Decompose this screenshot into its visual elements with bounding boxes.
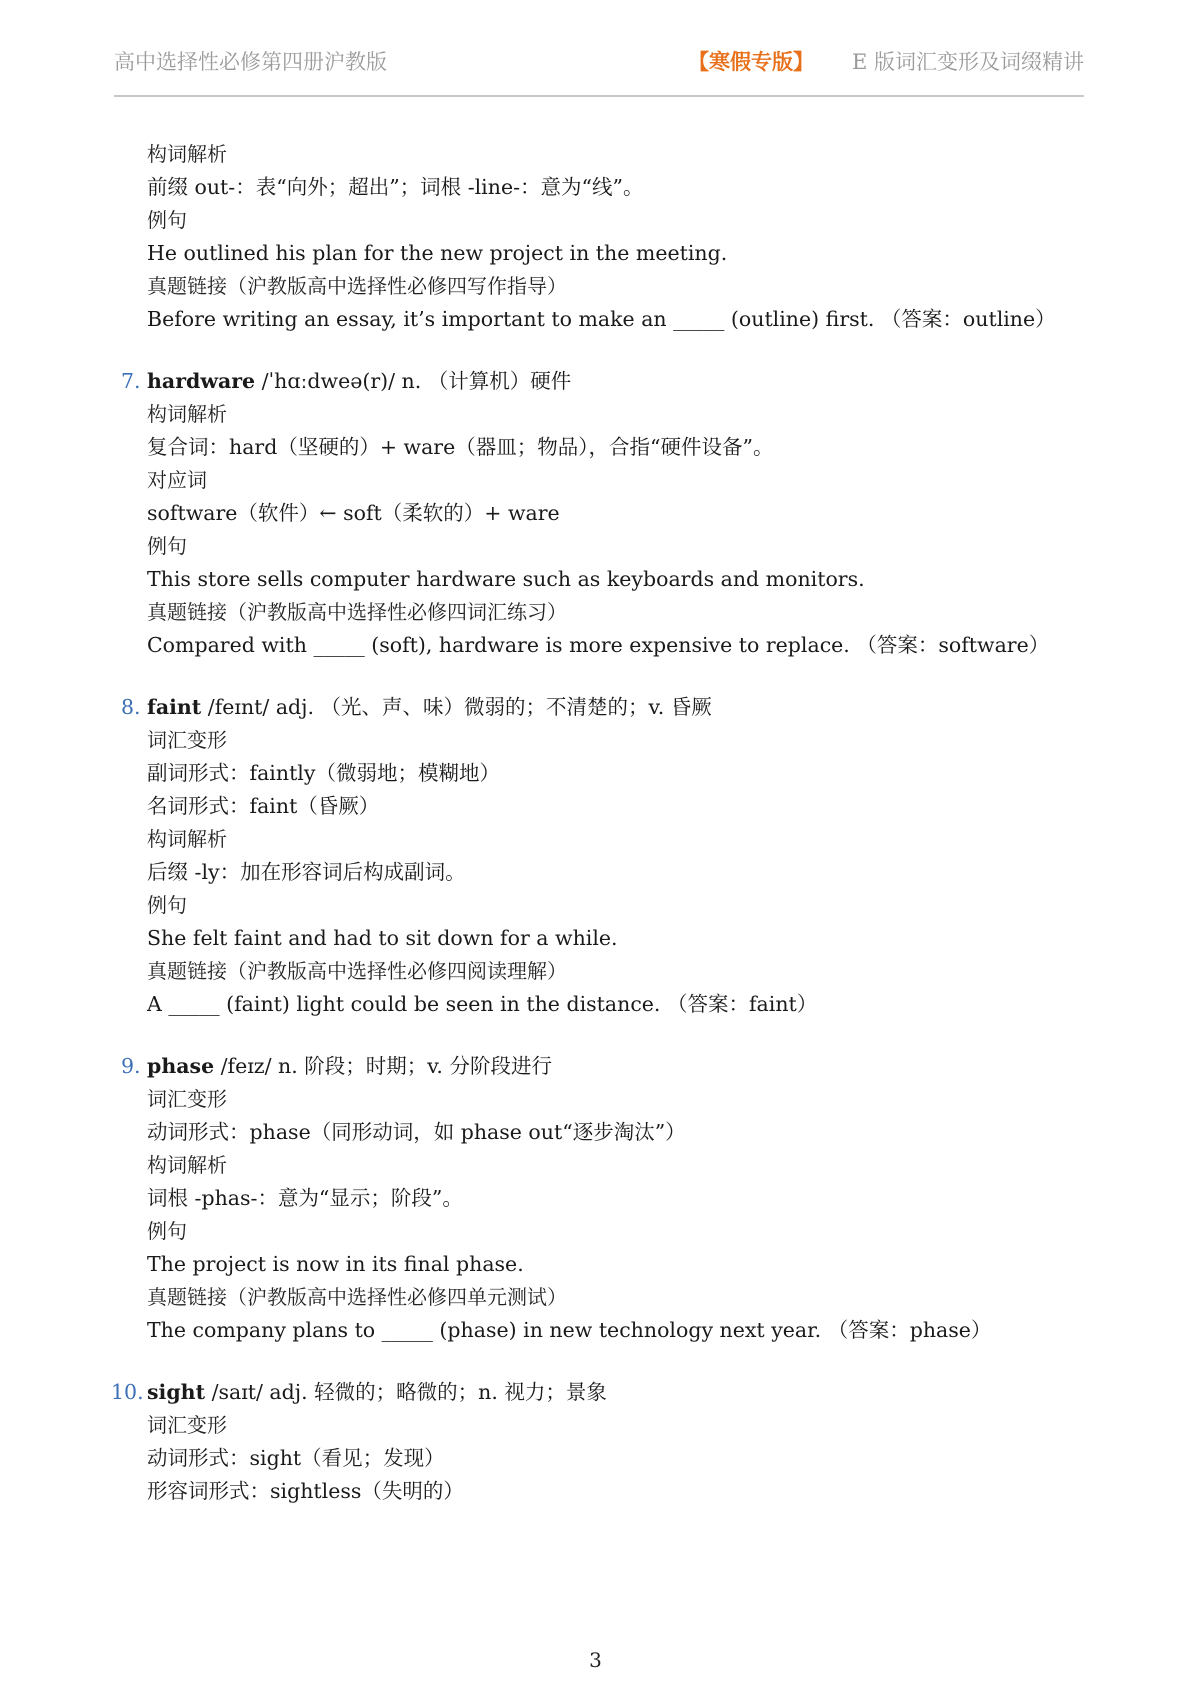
section-label: 构词解析 [147,827,227,851]
entry-text: This store sells computer hardware such as keyboards and monitors. [147,567,865,591]
entry-definition: /feɪnt/ adj. （光、声、味）微弱的；不清楚的；v. 昏厥 [201,695,712,719]
entry-text: The company plans to _____ (phase) in new technology next year. （答案：phase） [147,1318,992,1342]
section-label: 词汇变形 [147,1087,227,1111]
entry-text: 名词形式：faint（昏厥） [147,794,380,818]
entry-definition: /saɪt/ adj. 轻微的；略微的；n. 视力；景象 [205,1380,607,1404]
entry-text: 动词形式：sight（看见；发现） [147,1446,445,1470]
entry-number: 9. [121,1054,141,1078]
section-label: 构词解析 [147,142,227,166]
entry-word: phase [147,1054,215,1078]
entry-definition: /ˈhɑːdweə(r)/ n. （计算机）硬件 [255,369,572,393]
header-divider [114,95,1084,97]
page-number: 3 [589,1648,602,1672]
header-edition-badge: 【寒假专版】 [688,50,814,74]
section-label: 词汇变形 [147,728,227,752]
section-label: 构词解析 [147,402,227,426]
page-header [114,42,1084,76]
section-label: 例句 [147,208,187,232]
entry-text: 词根 -phas-：意为“显示；阶段”。 [147,1186,463,1210]
entry-text: 动词形式：phase（同形动词，如 phase out“逐步淘汰”） [147,1120,686,1144]
header-section-title: E 版词汇变形及词缀精讲 [851,50,1084,74]
entry-text: Before writing an essay, it’s important to make an _____ (outline) first. （答案：outline） [147,307,1056,331]
entry-text: 副词形式：faintly（微弱地；模糊地） [147,761,500,785]
section-label: 真题链接（沪教版高中选择性必修四写作指导） [147,274,567,298]
entry-text: 前缀 out-：表“向外；超出”；词根 -line-：意为“线”。 [147,175,644,199]
entry-headword [121,1052,552,1080]
section-label: 词汇变形 [147,1413,227,1437]
entry-word: hardware [147,369,256,393]
entry-text: 复合词：hard（坚硬的）+ ware（器皿；物品），合指“硬件设备”。 [147,435,774,459]
entry-text: software（软件）← soft（柔软的）+ ware [147,501,560,525]
entry-text: He outlined his plan for the new project in the meeting. [147,241,728,265]
entry-number: 10. [111,1380,144,1404]
entry-word: faint [147,695,202,719]
entry-headword [121,367,572,395]
entry-headword [121,693,712,721]
section-label: 例句 [147,534,187,558]
section-label: 对应词 [147,468,207,492]
section-label: 例句 [147,1219,187,1243]
section-label: 构词解析 [147,1153,227,1177]
header-book-title: 高中选择性必修第四册沪教版 [114,50,387,74]
entry-headword [111,1378,607,1406]
entry-text: Compared with _____ (soft), hardware is more expensive to replace. （答案：software） [147,633,1050,657]
entry-text: 形容词形式：sightless（失明的） [147,1479,464,1503]
entry-number: 8. [121,695,141,719]
section-label: 真题链接（沪教版高中选择性必修四阅读理解） [147,959,567,983]
entry-word: sight [147,1380,206,1404]
entry-text: The project is now in its final phase. [147,1252,524,1276]
entry-text: A _____ (faint) light could be seen in the distance. （答案：faint） [147,992,818,1016]
entry-number: 7. [121,369,141,393]
section-label: 例句 [147,893,187,917]
section-label: 真题链接（沪教版高中选择性必修四词汇练习） [147,600,567,624]
entry-text: 后缀 -ly：加在形容词后构成副词。 [147,860,466,884]
section-label: 真题链接（沪教版高中选择性必修四单元测试） [147,1285,567,1309]
entry-definition: /feɪz/ n. 阶段；时期；v. 分阶段进行 [214,1054,552,1078]
entry-text: She felt faint and had to sit down for a while. [147,926,618,950]
